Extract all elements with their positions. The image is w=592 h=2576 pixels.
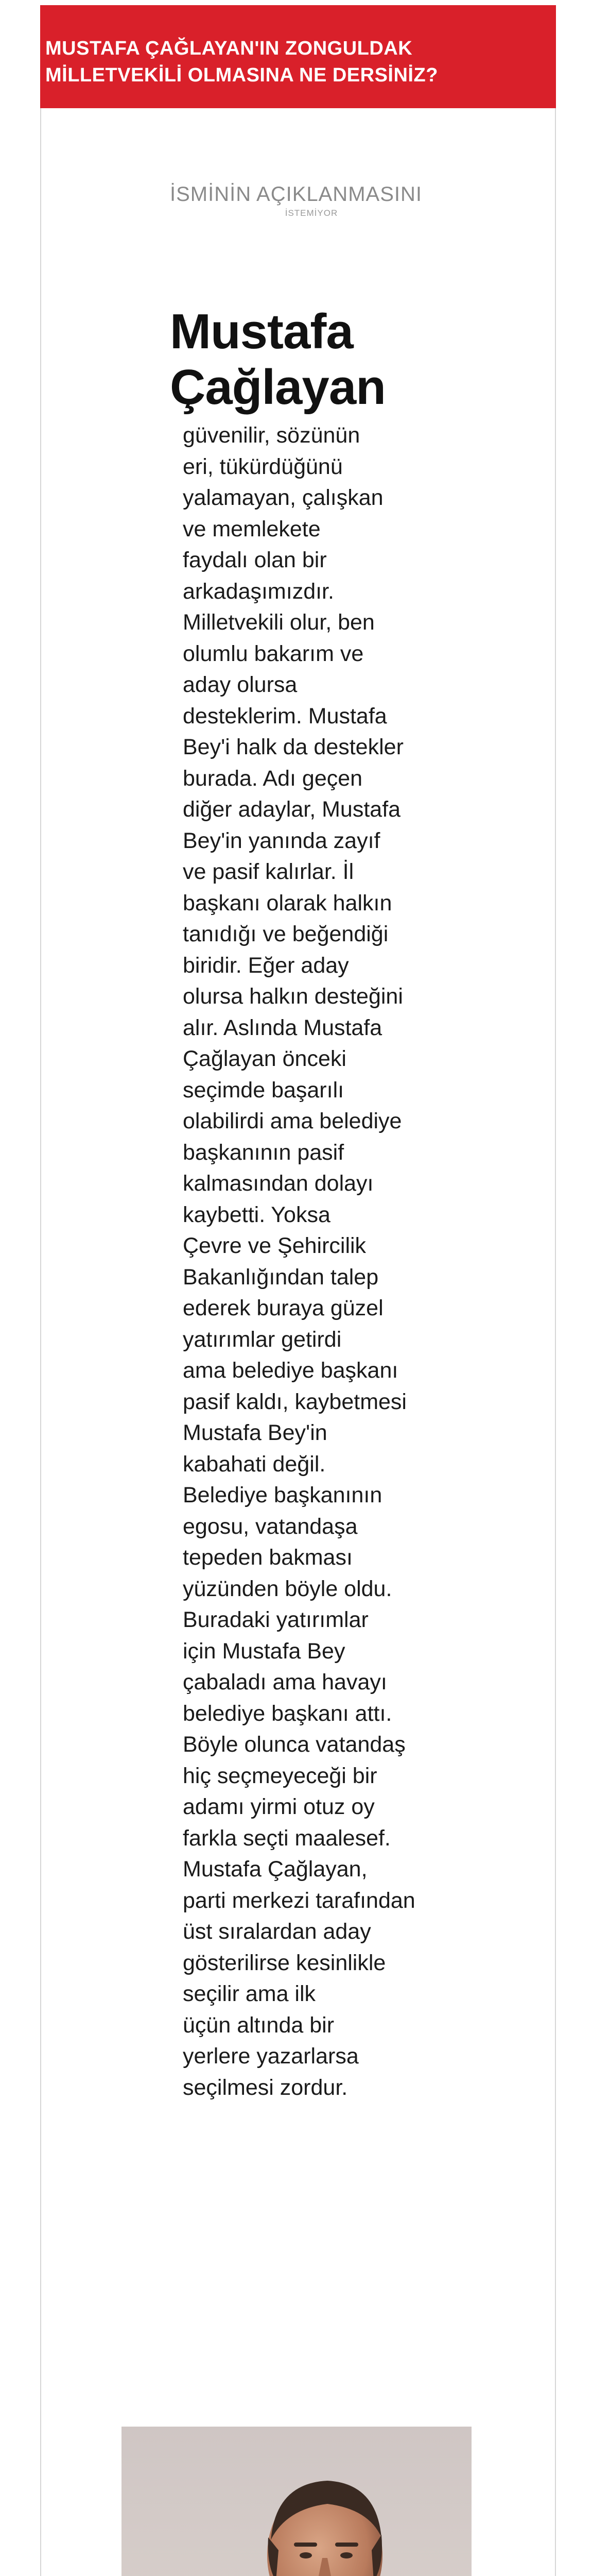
quote-line: Buradaki yatırımlar: [183, 1607, 369, 1632]
quote-line: adamı yirmi otuz oy: [183, 1794, 375, 1819]
page-frame-right: [555, 108, 556, 2576]
quote-line: üçün altında bir: [183, 2012, 335, 2038]
quote-line: tepeden bakması: [183, 1545, 353, 1570]
quote-line: gösterilirse kesinlikle: [183, 1950, 386, 1975]
quote-line: olumlu bakarım ve: [183, 641, 364, 666]
headline-line-2: MİLLETVEKİLİ OLMASINA NE DERSİNİZ?: [45, 64, 438, 86]
quote-line: yatırımlar getirdi: [183, 1327, 342, 1352]
quote-line: olursa halkın desteğini: [183, 984, 403, 1009]
quote-line: yalamayan, çalışkan: [183, 485, 384, 510]
quote-line: Mustafa Bey'in: [183, 1420, 327, 1445]
quote-line: ederek buraya güzel: [183, 1296, 384, 1320]
quote-line: ve pasif kalırlar. İl: [183, 859, 354, 884]
quote-line: yüzünden böyle oldu.: [183, 1576, 392, 1601]
quote-line: belediye başkanı attı.: [183, 1701, 392, 1726]
quote-line: güvenilir, sözünün: [183, 423, 360, 448]
quote-line: Belediye başkanının: [183, 1483, 382, 1507]
quote-line: seçilir ama ilk: [183, 1981, 316, 2006]
anonymous-label: İSMİNİN AÇIKLANMASINI: [170, 183, 422, 206]
quote-line: Bey'in yanında zayıf: [183, 828, 380, 853]
quote-line: kabahati değil.: [183, 1451, 326, 1477]
quote-line: üst sıralardan aday: [183, 1919, 371, 1944]
quote-line: pasif kaldı, kaybetmesi: [183, 1389, 407, 1414]
quote-line: kaybetti. Yoksa: [183, 1202, 330, 1227]
quote-line: seçimde başarılı: [183, 1077, 344, 1103]
headline-title: [45, 35, 488, 89]
quote-line: egosu, vatandaşa: [183, 1514, 358, 1539]
quote-line: alır. Aslında Mustafa: [183, 1015, 382, 1040]
quote-line: yerlere yazarlarsa: [183, 2044, 359, 2069]
quote-line: Böyle olunca vatandaş: [183, 1732, 406, 1757]
quote-line: Çevre ve Şehircilik: [183, 1233, 367, 1258]
quote-line: olabilirdi ama belediye: [183, 1109, 402, 1133]
quote-line: Çağlayan önceki: [183, 1046, 346, 1071]
quote-line: için Mustafa Bey: [183, 1638, 345, 1664]
anonymous-sublabel: İSTEMİYOR: [285, 208, 338, 218]
headline-line-1: MUSTAFA ÇAĞLAYAN'IN ZONGULDAK: [45, 38, 413, 59]
subject-name: [170, 304, 438, 415]
quote-line: diğer adaylar, Mustafa: [183, 797, 401, 822]
quote-line: kalmasından dolayı: [183, 1171, 374, 1196]
quote-line: tanıdığı ve beğendiği: [183, 922, 389, 946]
quote-line: başkanının pasif: [183, 1140, 344, 1165]
quote-text: [183, 420, 420, 2103]
quote-line: başkanı olarak halkın: [183, 890, 392, 916]
quote-line: ve memlekete: [183, 516, 321, 541]
quote-line: Milletvekili olur, ben: [183, 610, 375, 635]
subject-photo: [121, 2427, 472, 2576]
subject-name-line-2: Çağlayan: [170, 360, 386, 415]
quote-line: burada. Adı geçen: [183, 766, 363, 791]
quote-line: faydalı olan bir: [183, 548, 327, 572]
quote-line: eri, tükürdüğünü: [183, 454, 343, 479]
page-frame-left: [40, 108, 41, 2576]
quote-line: farkla seçti maalesef.: [183, 1825, 391, 1851]
quote-line: seçilmesi zordur.: [183, 2075, 348, 2100]
quote-line: parti merkezi tarafından: [183, 1888, 415, 1913]
quote-line: aday olursa: [183, 672, 298, 697]
quote-line: çabaladı ama havayı: [183, 1670, 387, 1694]
quote-line: Bakanlığından talep: [183, 1264, 379, 1290]
subject-name-line-1: Mustafa: [170, 304, 353, 359]
quote-line: Bey'i halk da destekler: [183, 735, 404, 759]
source-label: [0, 183, 592, 218]
quote-line: ama belediye başkanı: [183, 1358, 398, 1383]
quote-line: desteklerim. Mustafa: [183, 703, 387, 728]
quote-line: hiç seçmeyeceği bir: [183, 1763, 377, 1788]
quote-line: arkadaşımızdır.: [183, 579, 334, 604]
quote-line: Mustafa Çağlayan,: [183, 1857, 368, 1882]
quote-line: biridir. Eğer aday: [183, 953, 349, 978]
